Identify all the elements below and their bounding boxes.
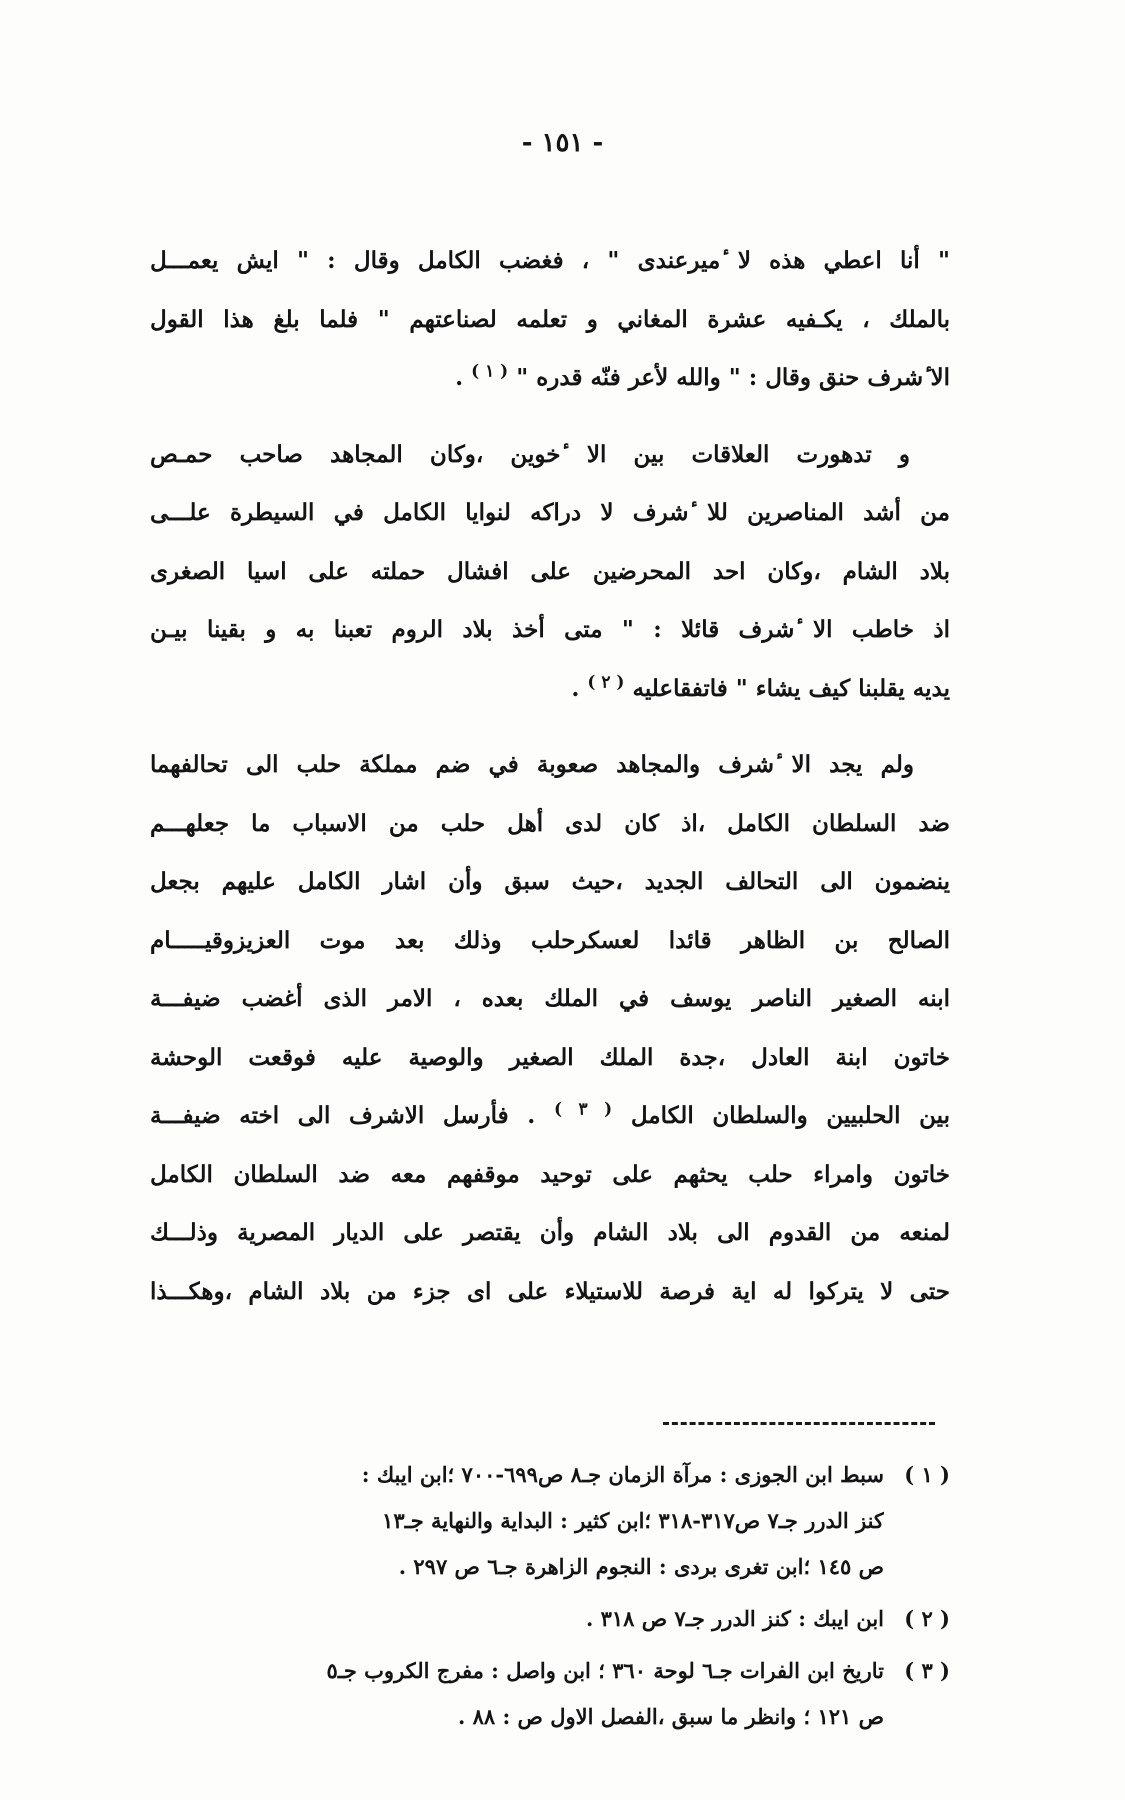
text-line: خاتون وامراء حلب يحثهم على توحيد موقفهم معه ضد السلطان الكامل (150, 1160, 950, 1188)
page-number: - ١٥١ - (521, 128, 604, 158)
text-line: ابنه الصغير الناصر يوسف في الملك بعده ، الامر الذى أغضب ضيفـــة (150, 985, 950, 1012)
footnote-line: ص ١٤٥ ؛ابن تغرى بردى : النجوم الزاهرة جـ٦ ص ٢٩٧ . (398, 1554, 884, 1579)
text-line: ضد السلطان الكامل ،اذ كان لدى أهل حلب من الاسباب ما جعلهـــم (150, 809, 950, 837)
footnote-2 (150, 1596, 950, 1642)
footnote-text (150, 1648, 884, 1740)
paragraph-1 (150, 232, 950, 408)
footnote-reference: ( ٢ ) (587, 671, 625, 692)
body-text (150, 232, 950, 1339)
footnote-text (150, 1596, 884, 1642)
sentence-end: . (527, 1102, 536, 1129)
sentence-end: . (455, 364, 464, 391)
footnotes (150, 1452, 950, 1746)
footnote-3 (150, 1648, 950, 1740)
paragraph-2 (150, 426, 950, 719)
footnote-number: ( ٣ ) (904, 1658, 950, 1683)
text-line-content: يديه يقلبنا كيف يشاء " فاتفقاعليه (632, 674, 950, 702)
text-line (150, 660, 950, 719)
text-line-content: فأرسل الاشرف الى اخته ضيفـــة (150, 1102, 509, 1129)
sentence-end: . (571, 674, 580, 702)
text-line: بلاد الشام ،وكان احد المحرضين على افشال حملته على اسيا الصغرى (150, 557, 950, 585)
text-line: حتى لا يتركوا له اية فرصة للاستيلاء على اى جزء من بلاد الشام ،وهكـــذا (150, 1277, 950, 1305)
text-line (150, 349, 950, 408)
text-line: ولم يجد الا ٔشرف والمجاهد صعوبة في ضم مملكة حلب الى تحالفهما (150, 751, 914, 778)
footnote-reference: ( ١ ) (471, 361, 509, 382)
text-line: لمنعه من القدوم الى بلاد الشام وأن يقتصر على الديار المصرية وذلـــك (150, 1219, 950, 1246)
footnote-1 (150, 1452, 950, 1590)
footnote-number: ( ١ ) (904, 1462, 950, 1487)
footnote-text (150, 1452, 884, 1590)
text-line: اذ خاطب الا ٔشرف قائلا : " متى أخذ بلاد الروم تعبنا به و بقينا بيـن (150, 616, 950, 643)
text-line: خاتون ابنة العادل ،جدة الملك الصغير والوصية عليه فوقعت الوحشة (150, 1043, 950, 1071)
footnote-number: ( ٢ ) (904, 1606, 950, 1631)
text-line: ينضمون الى التحالف الجديد ،حيث سبق وأن اشار الكامل عليهم بجعل (150, 868, 950, 895)
footnote-reference: ( ٣ ) (553, 1099, 613, 1120)
text-line: من أشد المناصرين للا ٔشرف لا دراكه لنوايا الكامل في السيطرة علـــى (150, 499, 950, 526)
footnote-line: سبط ابن الجوزى : مرآة الزمان جـ٨ ص٦٩٩-٧٠٠ ؛ابن ايبك : (361, 1462, 884, 1487)
text-line: و تدهورت العلاقات بين الا ٔخوين ،وكان المجاهد صاحب حمـص (150, 440, 910, 468)
footnote-line: ص ١٢١ ؛ وانظر ما سبق ،الفصل الاول ص : ٨٨ . (457, 1704, 884, 1729)
footnote-line: تاريخ ابن الفرات جـ٦ لوحة ٣٦٠ ؛ ابن واصل : مفرج الكروب جـ٥ (326, 1658, 884, 1683)
text-line-content: الا ٔشرف حنق وقال : " والله لأعر فنّه قدره " (516, 364, 950, 391)
paragraph-3 (150, 736, 950, 1321)
text-line: " أنا اعطي هذه لا ٔميرعندى " ، فغضب الكامل وقال : " ايش يعمـــل (150, 247, 950, 274)
footnote-divider (663, 1422, 935, 1425)
footnote-line: ابن ايبك : كنز الدرر جـ٧ ص ٣١٨ . (585, 1606, 884, 1631)
footnote-line: كنز الدرر جـ٧ ص٣١٧-٣١٨ ؛ابن كثير : البداية والنهاية جـ١٣ (382, 1508, 884, 1533)
text-line-content: بين الحلبيين والسلطان الكامل (630, 1102, 950, 1129)
text-line: بالملك ، يكـفيه عشرة المغاني و تعلمه لصناعتهم " فلما بلغ هذا القول (150, 305, 950, 333)
text-line: الصالح بن الظاهر قائدا لعسكرحلب وذلك بعد موت العزيزوقيـــــام (150, 926, 950, 954)
text-line (150, 1087, 950, 1146)
